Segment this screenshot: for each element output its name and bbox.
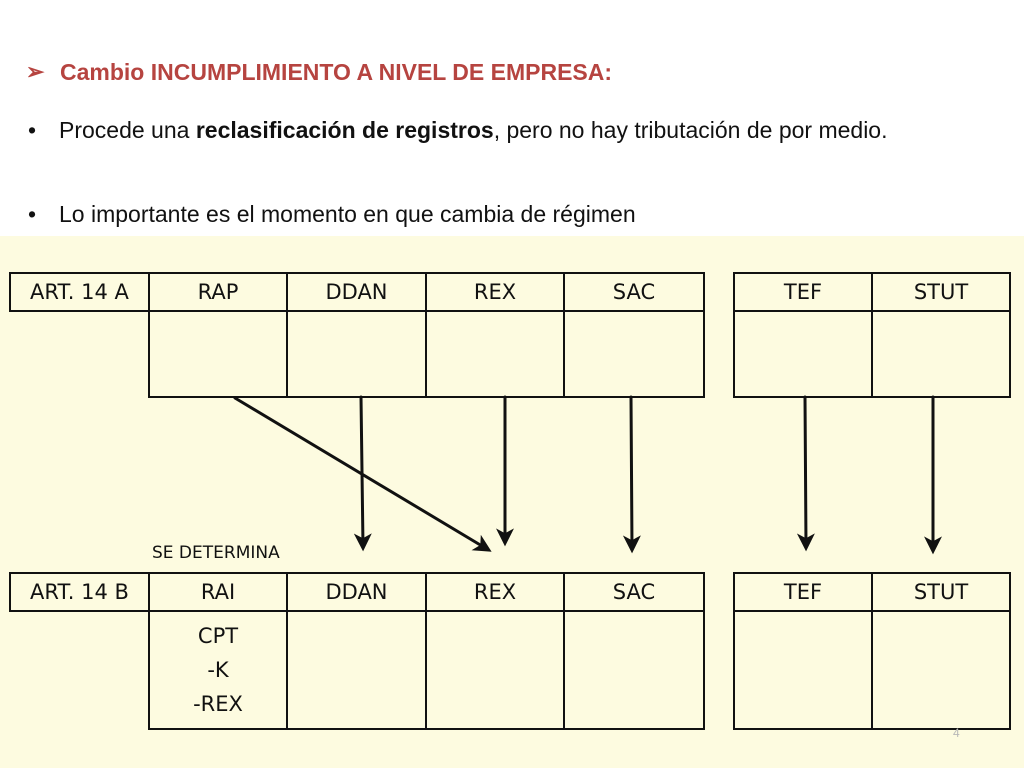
rai-component-cpt: CPT (197, 624, 239, 648)
header-cell-tef: TEF (734, 273, 872, 311)
header-cell-tef: TEF (734, 573, 872, 611)
bullet-text-bold: reclasificación de registros (195, 117, 494, 143)
header-cell-ddan: DDAN (287, 573, 426, 611)
header-cell-ddan: DDAN (287, 273, 426, 311)
rai-component-k: -K (207, 658, 229, 682)
header-cell-rai: RAI (149, 573, 287, 611)
page-number: 4 (953, 726, 960, 740)
bullet-text: Lo importante es el momento en que cambia de régimen (59, 201, 636, 227)
header-cell-rap: RAP (149, 273, 287, 311)
arrow-ddan-to-ddan (361, 397, 363, 546)
header-cell-rex: REX (426, 273, 564, 311)
arrow-tef-to-tef (805, 397, 806, 546)
header-cell-stut: STUT (872, 273, 1010, 311)
bullet-dot-icon: • (28, 201, 37, 227)
header-cell-sac: SAC (564, 573, 704, 611)
header-cell-art14b: ART. 14 B (10, 573, 149, 611)
arrow-bullet-icon: ➢ (26, 59, 45, 84)
header-cell-art14a: ART. 14 A (10, 273, 149, 311)
bullet-text-post: , pero no hay tributación de por medio. (493, 117, 888, 143)
header-cell-rex: REX (426, 573, 564, 611)
header-cell-sac: SAC (564, 273, 704, 311)
bullet-text-pre: Procede una (59, 117, 196, 143)
rai-component-rex: -REX (193, 692, 243, 716)
arrow-sac-to-sac (631, 397, 632, 548)
header-cell-stut: STUT (872, 573, 1010, 611)
bullet-dot-icon: • (28, 117, 37, 143)
se-determina-label: SE DETERMINA (152, 543, 280, 563)
heading-text: Cambio INCUMPLIMIENTO A NIVEL DE EMPRESA: (60, 59, 613, 85)
